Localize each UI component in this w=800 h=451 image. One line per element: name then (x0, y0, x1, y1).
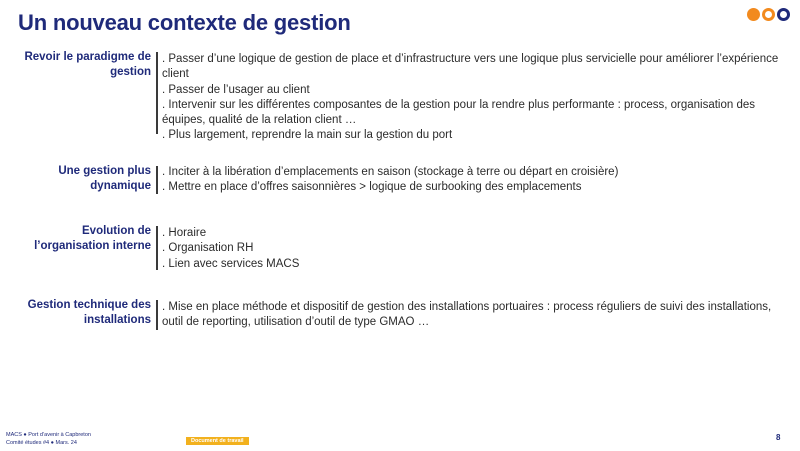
label-line: Une gestion plus (58, 165, 151, 177)
list-item: . Lien avec services MACS (162, 257, 300, 270)
label-line: Evolution de (82, 225, 151, 237)
label-line: l’organisation interne (34, 240, 151, 252)
section-label (10, 298, 151, 328)
label-line: installations (83, 314, 151, 326)
footer-info (6, 431, 91, 447)
footer-line: MACS ● Port d’avenir à Capbreton (6, 432, 91, 438)
section-content (162, 165, 782, 196)
section-divider (156, 226, 158, 270)
footer-line: Comité études #4 ● Mars. 24 (6, 440, 77, 446)
list-item: . Mise en place méthode et dispositif de gestion des installations portuaires : process réguliers de suivi des installations, outil de reporting, utilisation d’outil de type GMAO … (162, 301, 772, 329)
list-item: . Intervenir sur les différentes composantes de la gestion pour la rendre plus performante : process, organisation des équipes, qualité de la relation client … (162, 98, 756, 127)
section-content (162, 52, 782, 144)
list-item: . Organisation RH (162, 242, 254, 255)
list-item: . Plus largement, reprendre la main sur la gestion du port (162, 129, 453, 142)
section-label (10, 224, 151, 254)
section-divider (156, 166, 158, 194)
document-status-badge: Document de travail (186, 437, 249, 445)
page-title: Un nouveau contexte de gestion (18, 10, 351, 35)
label-line: gestion (110, 66, 151, 78)
logo-dot-ring-blue (777, 8, 790, 21)
page-number: 8 (776, 433, 781, 442)
logo-dot-filled-orange (747, 8, 760, 21)
label-line: dynamique (90, 180, 151, 192)
section-divider (156, 52, 158, 134)
label-line: Gestion technique des (27, 299, 151, 311)
list-item: . Passer de l’usager au client (162, 83, 310, 96)
list-item: . Mettre en place d’offres saisonnières > logique de surbooking des emplacements (162, 181, 582, 194)
section-divider (156, 300, 158, 330)
list-item: . Passer d’une logique de gestion de place et d’infrastructure vers une logique plus servicielle pour améliorer l’expérience client (162, 53, 779, 81)
section-label (10, 50, 151, 80)
logo-dot-ring-orange (762, 8, 775, 21)
section-label (10, 164, 151, 194)
section-content (162, 226, 782, 272)
list-item: . Horaire (162, 227, 207, 239)
section-content (162, 300, 782, 331)
three-circles-logo-icon (747, 8, 795, 26)
list-item: . Inciter à la libération d’emplacements en saison (stockage à terre ou départ en croisière) (162, 166, 619, 178)
label-line: Revoir le paradigme de (24, 51, 151, 63)
